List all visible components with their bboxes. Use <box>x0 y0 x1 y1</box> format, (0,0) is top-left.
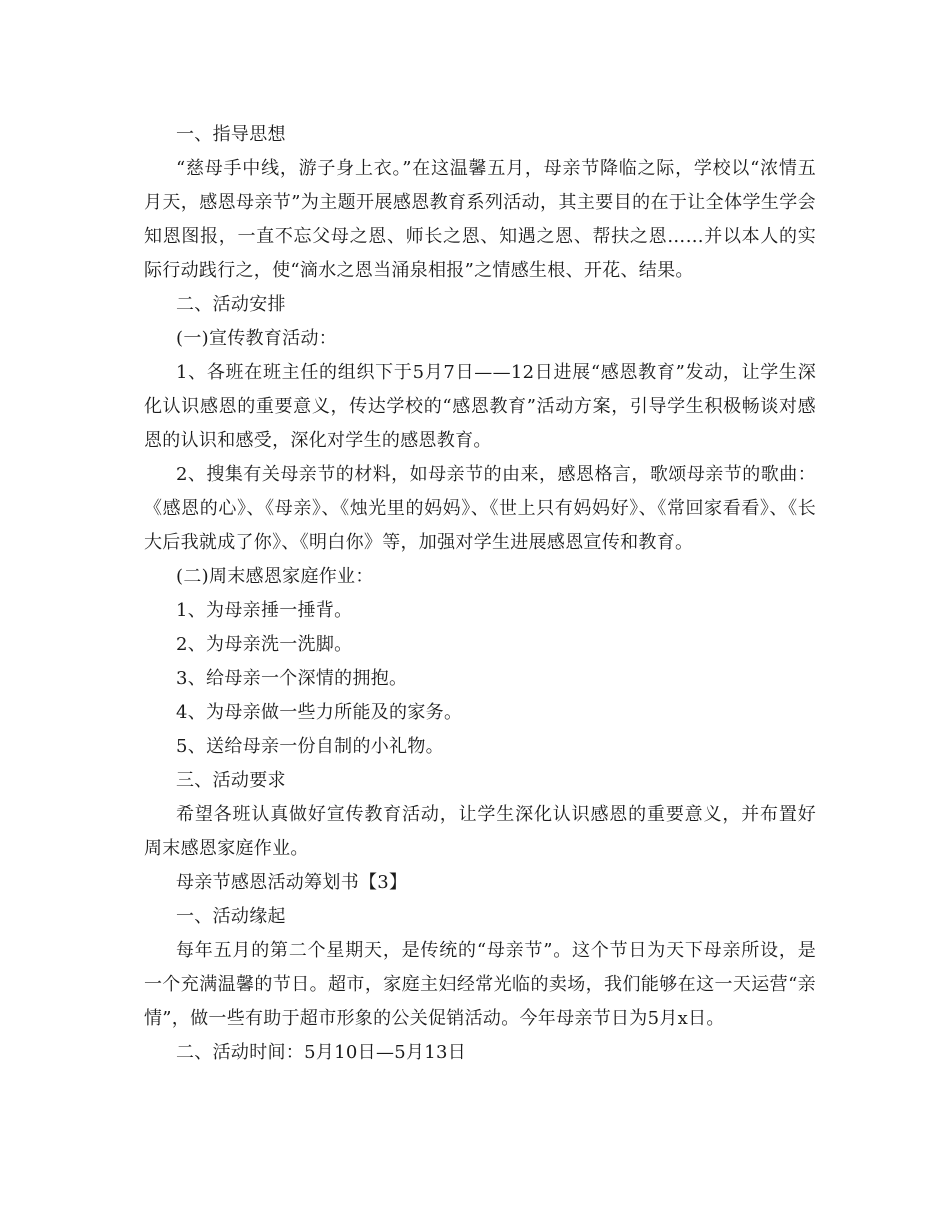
paragraph-origin: 每年五月的第二个星期天，是传统的“母亲节”。这个节日为天下母亲所设，是一个充满温馨的节日。超市，家庭主妇经常光临的卖场，我们能够在这一天运营“亲情”，做一些有助于超市形象的公关促销活动。今年母亲节日为5月x日。 <box>144 940 816 1029</box>
section-heading-origin: 一、活动缘起 <box>176 906 286 927</box>
paragraph-guiding-thought: “慈母手中线，游子身上衣。”在这温馨五月，母亲节降临之际，学校以“浓情五月天，感恩母亲节”为主题开展感恩教育系列活动，其主要目的在于让全体学生学会知恩图报，一直不忘父母之恩、师长之恩、知遇之恩、帮扶之恩……并以本人的实际行动践行之，使“滴水之恩当涌泉相报”之情感生根、开花、结果。 <box>144 158 816 281</box>
subheading-weekend-homework: (二)周末感恩家庭作业： <box>176 566 374 587</box>
paragraph-item-1: 1、各班在班主任的组织下于5月7日——12日进展“感恩教育”发动，让学生深化认识感恩的重要意义，传达学校的“感恩教育”活动方案，引导学生积极畅谈对感恩的认识和感受，深化对学生的感恩教育。 <box>144 362 816 451</box>
section-heading-guiding-thought: 一、指导思想 <box>176 124 286 145</box>
plan-title-3: 母亲节感恩活动筹划书【3】 <box>176 872 408 893</box>
section-heading-activity-time: 二、活动时间：5月10日—5月13日 <box>176 1042 467 1063</box>
homework-item-2: 2、为母亲洗一洗脚。 <box>176 634 353 655</box>
homework-item-5: 5、送给母亲一份自制的小礼物。 <box>176 736 444 757</box>
paragraph-item-2: 2、搜集有关母亲节的材料，如母亲节的由来，感恩格言，歌颂母亲节的歌曲：《感恩的心》、《母亲》、《烛光里的妈妈》、《世上只有妈妈好》、《常回家看看》、《长大后我就成了你》、《明白你》等，加强对学生进展感恩宣传和教育。 <box>144 464 816 553</box>
paragraph-requirements: 希望各班认真做好宣传教育活动，让学生深化认识感恩的重要意义，并布置好周末感恩家庭作业。 <box>144 804 816 859</box>
homework-item-1: 1、为母亲捶一捶背。 <box>176 600 353 621</box>
homework-item-4: 4、为母亲做一些力所能及的家务。 <box>176 702 463 723</box>
homework-item-3: 3、给母亲一个深情的拥抱。 <box>176 668 408 689</box>
subheading-publicity-education: (一)宣传教育活动： <box>176 328 338 349</box>
section-heading-requirements: 三、活动要求 <box>176 770 286 791</box>
document-body <box>144 118 816 1070</box>
section-heading-activity-arrangement: 二、活动安排 <box>176 294 286 315</box>
